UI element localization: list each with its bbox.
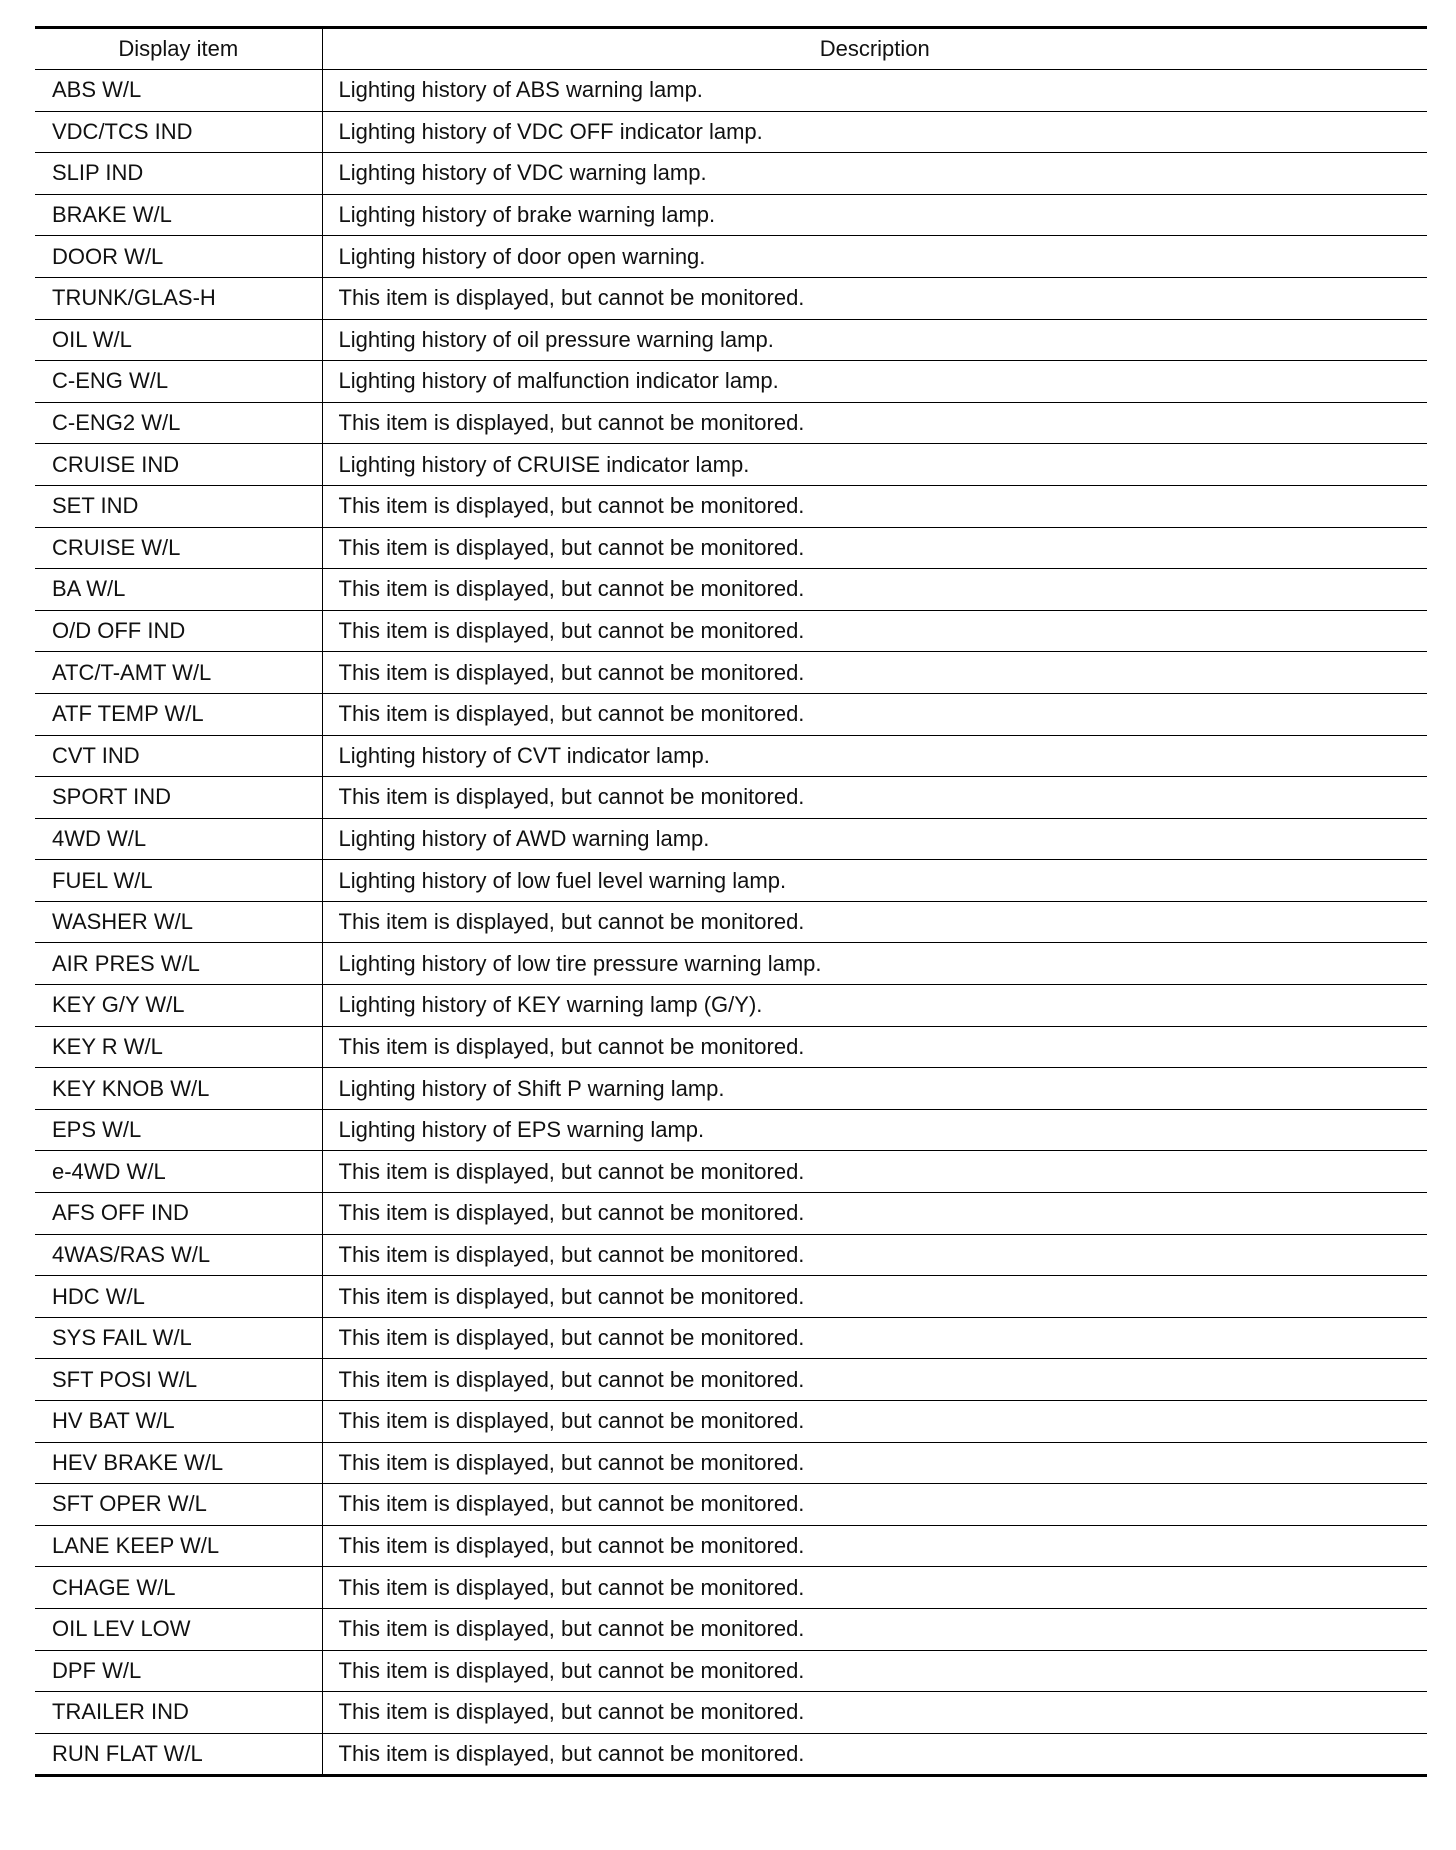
- display-item-cell: SFT POSI W/L: [35, 1359, 322, 1401]
- table-row: [35, 610, 1427, 652]
- display-item-cell: O/D OFF IND: [35, 610, 322, 652]
- description-cell: Lighting history of VDC warning lamp.: [322, 153, 1427, 195]
- display-item-cell: C-ENG2 W/L: [35, 402, 322, 444]
- table-row: [35, 70, 1427, 112]
- display-item-cell: SFT OPER W/L: [35, 1484, 322, 1526]
- table-row: [35, 361, 1427, 403]
- description-cell: This item is displayed, but cannot be monitored.: [322, 1525, 1427, 1567]
- description-cell: This item is displayed, but cannot be monitored.: [338, 1741, 805, 1767]
- table-row: [35, 1276, 1427, 1318]
- display-item-cell: DOOR W/L: [35, 236, 322, 278]
- table-row: [35, 1692, 1427, 1734]
- display-item-cell: EPS W/L: [35, 1109, 322, 1151]
- description-cell: This item is displayed, but cannot be monitored.: [322, 610, 1427, 652]
- display-item-cell: SYS FAIL W/L: [35, 1317, 322, 1359]
- description-cell: This item is displayed, but cannot be monitored.: [322, 901, 1427, 943]
- description-cell: Lighting history of CVT indicator lamp.: [322, 735, 1427, 777]
- description-cell: This item is displayed, but cannot be monitored.: [322, 1151, 1427, 1193]
- table-row: [35, 319, 1427, 361]
- description-cell: This item is displayed, but cannot be monitored.: [322, 1234, 1427, 1276]
- display-item-cell: e-4WD W/L: [35, 1151, 322, 1193]
- display-item-cell: KEY R W/L: [35, 1026, 322, 1068]
- description-cell: Lighting history of malfunction indicator lamp.: [322, 361, 1427, 403]
- display-item-cell: RUN FLAT W/L: [35, 1733, 322, 1776]
- description-cell: This item is displayed, but cannot be monitored.: [322, 277, 1427, 319]
- table-row: [35, 236, 1427, 278]
- display-item-cell: TRAILER IND: [35, 1692, 322, 1734]
- table-row: [35, 1733, 1427, 1776]
- table-row: [35, 1109, 1427, 1151]
- display-item-cell: DPF W/L: [35, 1650, 322, 1692]
- table-row: [35, 652, 1427, 694]
- description-cell: Lighting history of AWD warning lamp.: [322, 818, 1427, 860]
- table-row: [35, 277, 1427, 319]
- display-item-cell: FUEL W/L: [35, 860, 322, 902]
- display-item-cell: 4WAS/RAS W/L: [35, 1234, 322, 1276]
- table-row: [35, 1442, 1427, 1484]
- description-cell: This item is displayed, but cannot be monitored.: [322, 1317, 1427, 1359]
- description-cell: This item is displayed, but cannot be monitored.: [322, 652, 1427, 694]
- display-item-cell: ATF TEMP W/L: [35, 693, 322, 735]
- table-row: [35, 860, 1427, 902]
- description-cell: Lighting history of oil pressure warning lamp.: [322, 319, 1427, 361]
- display-item-cell: BRAKE W/L: [35, 194, 322, 236]
- display-item-cell: SET IND: [35, 485, 322, 527]
- table-row: [35, 985, 1427, 1027]
- display-item-cell: C-ENG W/L: [35, 361, 322, 403]
- display-item-cell: HDC W/L: [35, 1276, 322, 1318]
- display-item-cell: ABS W/L: [35, 70, 322, 112]
- table-row: [35, 777, 1427, 819]
- display-item-table: [35, 26, 1427, 1777]
- table-row: [35, 527, 1427, 569]
- table-row: [35, 1193, 1427, 1235]
- display-item-cell: KEY KNOB W/L: [35, 1068, 322, 1110]
- table-row: [35, 402, 1427, 444]
- table-row: [35, 1401, 1427, 1443]
- display-item-cell: VDC/TCS IND: [35, 111, 322, 153]
- display-item-cell: ATC/T-AMT W/L: [35, 652, 322, 694]
- display-item-cell: OIL W/L: [35, 319, 322, 361]
- table-row: [35, 735, 1427, 777]
- description-cell: Lighting history of Shift P warning lamp.: [322, 1068, 1427, 1110]
- description-cell: This item is displayed, but cannot be monitored.: [322, 1276, 1427, 1318]
- table-row: [35, 1567, 1427, 1609]
- display-item-cell: CRUISE IND: [35, 444, 322, 486]
- display-item-cell: HEV BRAKE W/L: [35, 1442, 322, 1484]
- table-row: [35, 1068, 1427, 1110]
- display-item-cell: AFS OFF IND: [35, 1193, 322, 1235]
- table-row: [35, 485, 1427, 527]
- table-row: [35, 1359, 1427, 1401]
- description-cell: This item is displayed, but cannot be monitored.: [322, 1650, 1427, 1692]
- description-cell: Lighting history of VDC OFF indicator lamp.: [322, 111, 1427, 153]
- display-item-cell: TRUNK/GLAS-H: [35, 277, 322, 319]
- description-cell: This item is displayed, but cannot be monitored.: [322, 1193, 1427, 1235]
- table-row: [35, 153, 1427, 195]
- description-cell: This item is displayed, but cannot be monitored.: [322, 777, 1427, 819]
- display-item-cell: BA W/L: [35, 569, 322, 611]
- display-item-cell: CVT IND: [35, 735, 322, 777]
- description-cell: This item is displayed, but cannot be monitored.: [322, 485, 1427, 527]
- display-item-cell: SLIP IND: [35, 153, 322, 195]
- table-row: [35, 1650, 1427, 1692]
- table-row: [35, 569, 1427, 611]
- table-row: [35, 901, 1427, 943]
- table-row: [35, 818, 1427, 860]
- description-cell: This item is displayed, but cannot be monitored.: [322, 1026, 1427, 1068]
- description-cell: This item is displayed, but cannot be monitored.: [322, 1608, 1427, 1650]
- description-cell: This item is displayed, but cannot be monitored.: [322, 1567, 1427, 1609]
- table-header-row: [35, 28, 1427, 70]
- table-body: [35, 70, 1427, 1776]
- description-cell: Lighting history of CRUISE indicator lamp.: [322, 444, 1427, 486]
- table-row: [35, 1317, 1427, 1359]
- table-row: [35, 1484, 1427, 1526]
- table-row: [35, 111, 1427, 153]
- table-row: [35, 1608, 1427, 1650]
- display-item-cell: 4WD W/L: [35, 818, 322, 860]
- display-item-cell: CHAGE W/L: [35, 1567, 322, 1609]
- table-row: [35, 1026, 1427, 1068]
- display-item-cell: HV BAT W/L: [35, 1401, 322, 1443]
- table-row: [35, 1151, 1427, 1193]
- display-item-cell: SPORT IND: [35, 777, 322, 819]
- description-cell: This item is displayed, but cannot be monitored.: [322, 527, 1427, 569]
- description-cell: Lighting history of EPS warning lamp.: [322, 1109, 1427, 1151]
- display-item-cell: CRUISE W/L: [35, 527, 322, 569]
- description-cell: This item is displayed, but cannot be monitored.: [322, 1442, 1427, 1484]
- display-item-cell: OIL LEV LOW: [35, 1608, 322, 1650]
- description-cell: This item is displayed, but cannot be monitored.: [322, 693, 1427, 735]
- header-description: Description: [322, 28, 1427, 70]
- table-row: [35, 943, 1427, 985]
- table-row: [35, 444, 1427, 486]
- header-display-item: Display item: [35, 28, 322, 70]
- description-cell: Lighting history of KEY warning lamp (G/Y).: [322, 985, 1427, 1027]
- description-cell: Lighting history of door open warning.: [322, 236, 1427, 278]
- description-cell: This item is displayed, but cannot be monitored.: [322, 1692, 1427, 1734]
- table-row: [35, 1525, 1427, 1567]
- description-cell: Lighting history of low fuel level warning lamp.: [322, 860, 1427, 902]
- description-cell: This item is displayed, but cannot be monitored.: [322, 1484, 1427, 1526]
- description-cell: This item is displayed, but cannot be monitored.: [322, 569, 1427, 611]
- description-cell: Lighting history of low tire pressure warning lamp.: [322, 943, 1427, 985]
- description-cell: This item is displayed, but cannot be monitored.: [322, 402, 1427, 444]
- display-item-cell: AIR PRES W/L: [35, 943, 322, 985]
- table-row: [35, 693, 1427, 735]
- display-item-cell: LANE KEEP W/L: [35, 1525, 322, 1567]
- display-item-cell: WASHER W/L: [35, 901, 322, 943]
- description-cell: Lighting history of brake warning lamp.: [322, 194, 1427, 236]
- description-cell: Lighting history of ABS warning lamp.: [322, 70, 1427, 112]
- description-cell: This item is displayed, but cannot be monitored.: [322, 1359, 1427, 1401]
- table-row: [35, 1234, 1427, 1276]
- table-row: [35, 194, 1427, 236]
- display-item-cell: KEY G/Y W/L: [35, 985, 322, 1027]
- description-cell: This item is displayed, but cannot be monitored.: [322, 1401, 1427, 1443]
